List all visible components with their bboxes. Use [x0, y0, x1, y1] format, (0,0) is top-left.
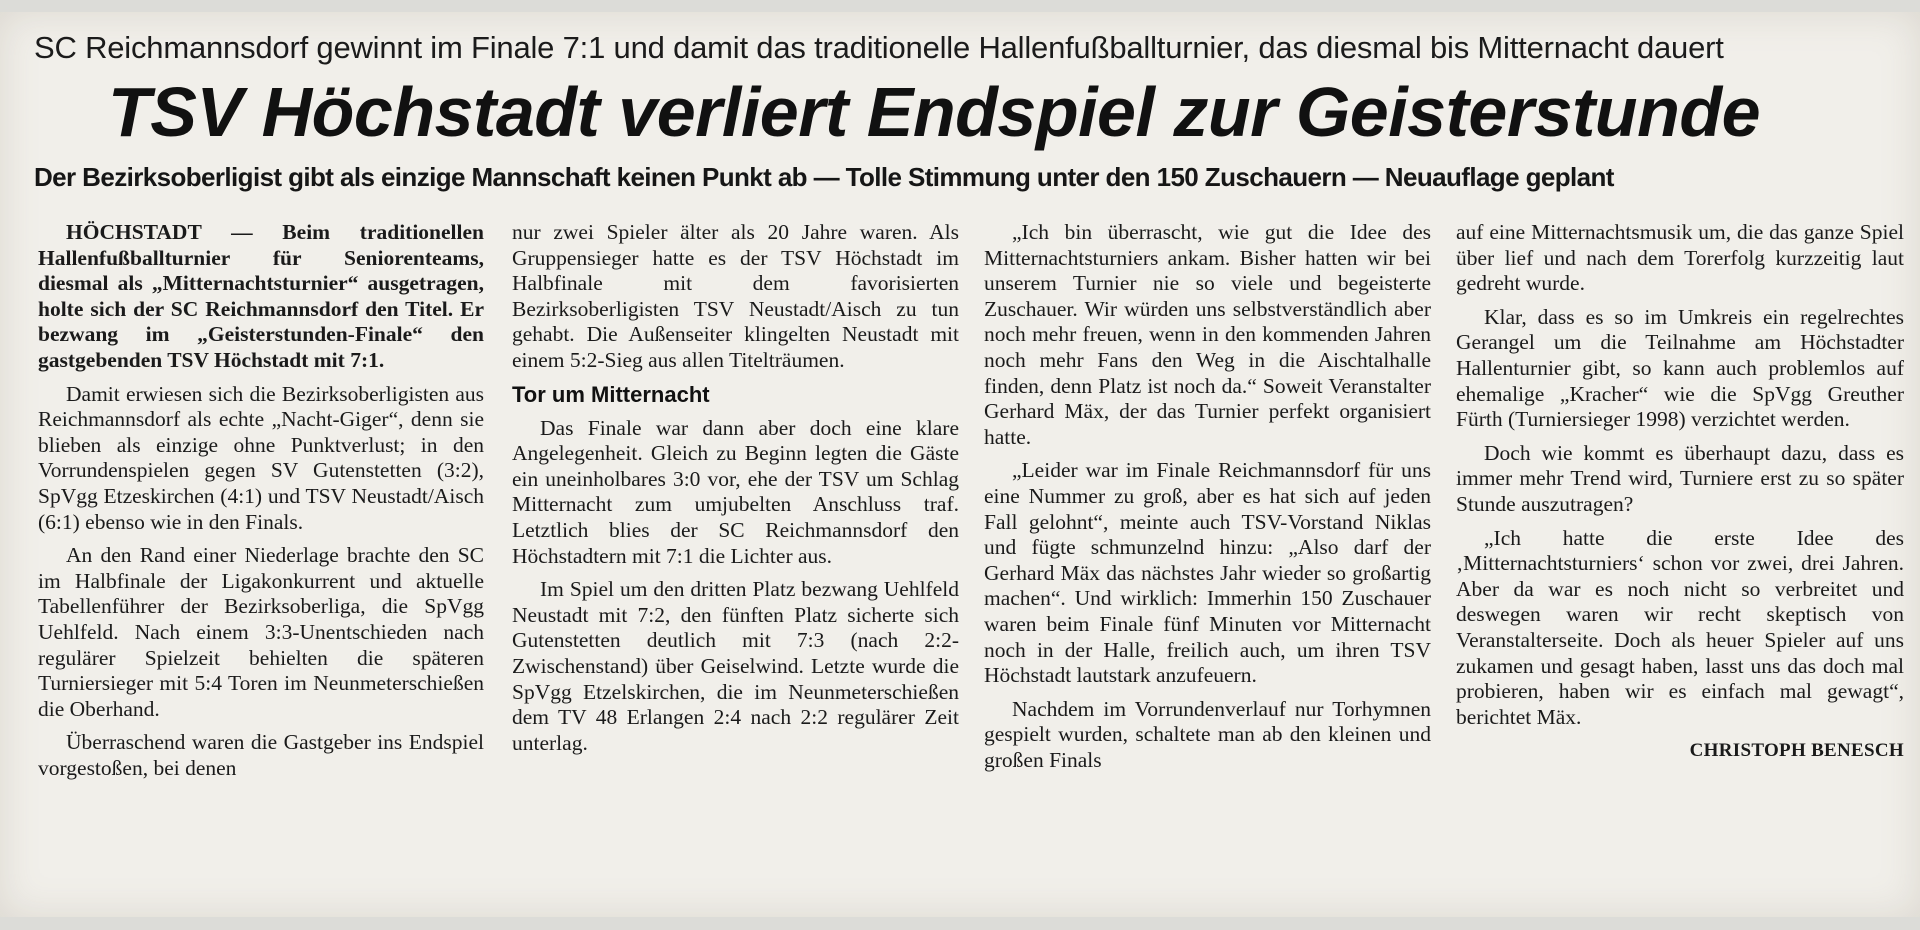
article-column-1: [38, 220, 484, 910]
article-column-3: [984, 220, 1431, 910]
section-subheading: Tor um Mitternacht: [512, 381, 710, 407]
article-headline: TSV Höchstadt verliert Endspiel zur Geisterstunde: [108, 73, 1761, 151]
lead-paragraph: HÖCHSTADT — Beim traditionellen Hallenfußballturnier für Seniorenteams, diesmal als „Mitternachtsturnier“ ausgetragen, holte sich der SC Reichmannsdorf den Titel. Er bezwang im „Geisterstunden-Finale“ den gastgebenden TSV Höchstadt mit 7:1.: [38, 220, 484, 372]
body-paragraph: Im Spiel um den dritten Platz bezwang Uehlfeld Neustadt mit 7:2, den fünften Platz sicherte sich Gutenstetten deutlich mit 7:3 (nach 2:2-Zwischenstand) über Geiselwind. Letzte wurde die SpVgg Etzelskirchen, die im Neunmeterschießen dem TV 48 Erlangen 2:4 nach 2:2 regulärer Zeit unterlag.: [512, 577, 959, 755]
body-paragraph: An den Rand einer Niederlage brachte den SC im Halbfinale der Ligakonkurrent und aktuelle Tabellenführer der Bezirksoberliga, die SpVgg Uehlfeld. Nach einem 3:3-Unentschieden nach regulärer Spielzeit behielten die späteren Turniersieger mit 5:4 Toren im Neunmeterschießen die Oberhand.: [38, 543, 484, 721]
author-byline: CHRISTOPH BENESCH: [1689, 740, 1904, 762]
body-paragraph: Doch wie kommt es überhaupt dazu, dass es immer mehr Trend wird, Turniere erst zu so später Stunde auszutragen?: [1456, 440, 1904, 516]
body-paragraph: nur zwei Spieler älter als 20 Jahre waren. Als Gruppensieger hatte es der TSV Höchstadt im Halbfinale mit dem favorisierten Bezirksoberligisten TSV Neustadt/Aisch zu tun gehabt. Die Außenseiter klingelten Neustadt mit einem 5:2-Sieg aus allen Titelträumen.: [512, 220, 959, 372]
article-column-4: [1456, 220, 1904, 910]
body-paragraph: Damit erwiesen sich die Bezirksoberligisten aus Reichmannsdorf als echte „Nacht-Giger“, denn sie blieben als einzige ohne Punktverlust; in den Vorrundenspielen gegen SV Gutenstetten (3:2), SpVgg Etzeskirchen (4:1) und TSV Neustadt/Aisch (6:1) ebenso wie in den Finals.: [38, 381, 484, 534]
body-paragraph: auf eine Mitternachtsmusik um, die das ganze Spiel über lief und nach dem Torerfolg kurzzeitig laut gedreht wurde.: [1456, 220, 1904, 296]
body-paragraph: Das Finale war dann aber doch eine klare Angelegenheit. Gleich zu Beginn legten die Gäste ein uneinholbares 3:0 vor, ehe der TSV um Schlag Mitternacht zum umjubelten Anschluss traf. Letztlich blies der SC Reichmannsdorf den Höchstadtern mit 7:1 die Lichter aus.: [512, 415, 959, 568]
body-paragraph: „Ich bin überrascht, wie gut die Idee des Mitternachtsturniers ankam. Bisher hatten wir bei unserem Turnier nie so viele und begeisterte Zuschauer. Wir würden uns selbstverständlich aber noch mehr freuen, wenn in den kommenden Jahren noch mehr Fans den Weg in die Aischtalhalle finden, denn Platz ist noch da.“ Soweit Veranstalter Gerhard Mäx, der das Turnier perfekt organisiert hatte.: [984, 220, 1431, 449]
article-subheadline: Der Bezirksoberligist gibt als einzige Mannschaft keinen Punkt ab — Tolle Stimmung unter den 150 Zuschauern — Neuauflage geplant: [34, 162, 1614, 192]
article-column-2: [512, 220, 959, 910]
body-paragraph: „Leider war im Finale Reichmannsdorf für uns eine Nummer zu groß, aber es hat sich auf jeden Fall gelohnt“, meinte auch TSV-Vorstand Niklas und fügte schmunzelnd hinzu: „Also darf der Gerhard Mäx das nächstes Jahr wieder so großartig machen“. Und wirklich: Immerhin 150 Zuschauer waren beim Finale fünf Minuten vor Mitternacht noch in der Halle, freilich auch, um ihren TSV Höchstadt lautstark anzufeuern.: [984, 458, 1431, 688]
body-paragraph: Nachdem im Vorrundenverlauf nur Torhymnen gespielt wurden, schaltete man ab den kleinen und großen Finals: [984, 696, 1431, 772]
article-overline: SC Reichmannsdorf gewinnt im Finale 7:1 und damit das traditionelle Hallenfußballturnier, das diesmal bis Mitternacht dauert: [34, 30, 1724, 65]
body-paragraph: Überraschend waren die Gastgeber ins Endspiel vorgestoßen, bei denen: [38, 730, 484, 780]
body-paragraph: „Ich hatte die erste Idee des ‚Mitternachtsturniers‘ schon vor zwei, drei Jahren. Aber da war es noch nicht so verbreitet und deswegen waren wir recht skeptisch von Veranstalterseite. Doch als heuer Spieler auf uns zukamen und gesagt haben, lasst uns das doch mal probieren, haben wir es einfach mal gewagt“, berichtet Mäx.: [1456, 525, 1904, 729]
newspaper-clipping: [0, 12, 1920, 917]
body-paragraph: Klar, dass es so im Umkreis ein regelrechtes Gerangel um die Teilnahme am Höchstadter Hallenturnier gibt, so kann auch problemlos auf ehemalige „Kracher“ wie die SpVgg Greuther Fürth (Turniersieger 1998) verzichtet werden.: [1456, 304, 1904, 432]
